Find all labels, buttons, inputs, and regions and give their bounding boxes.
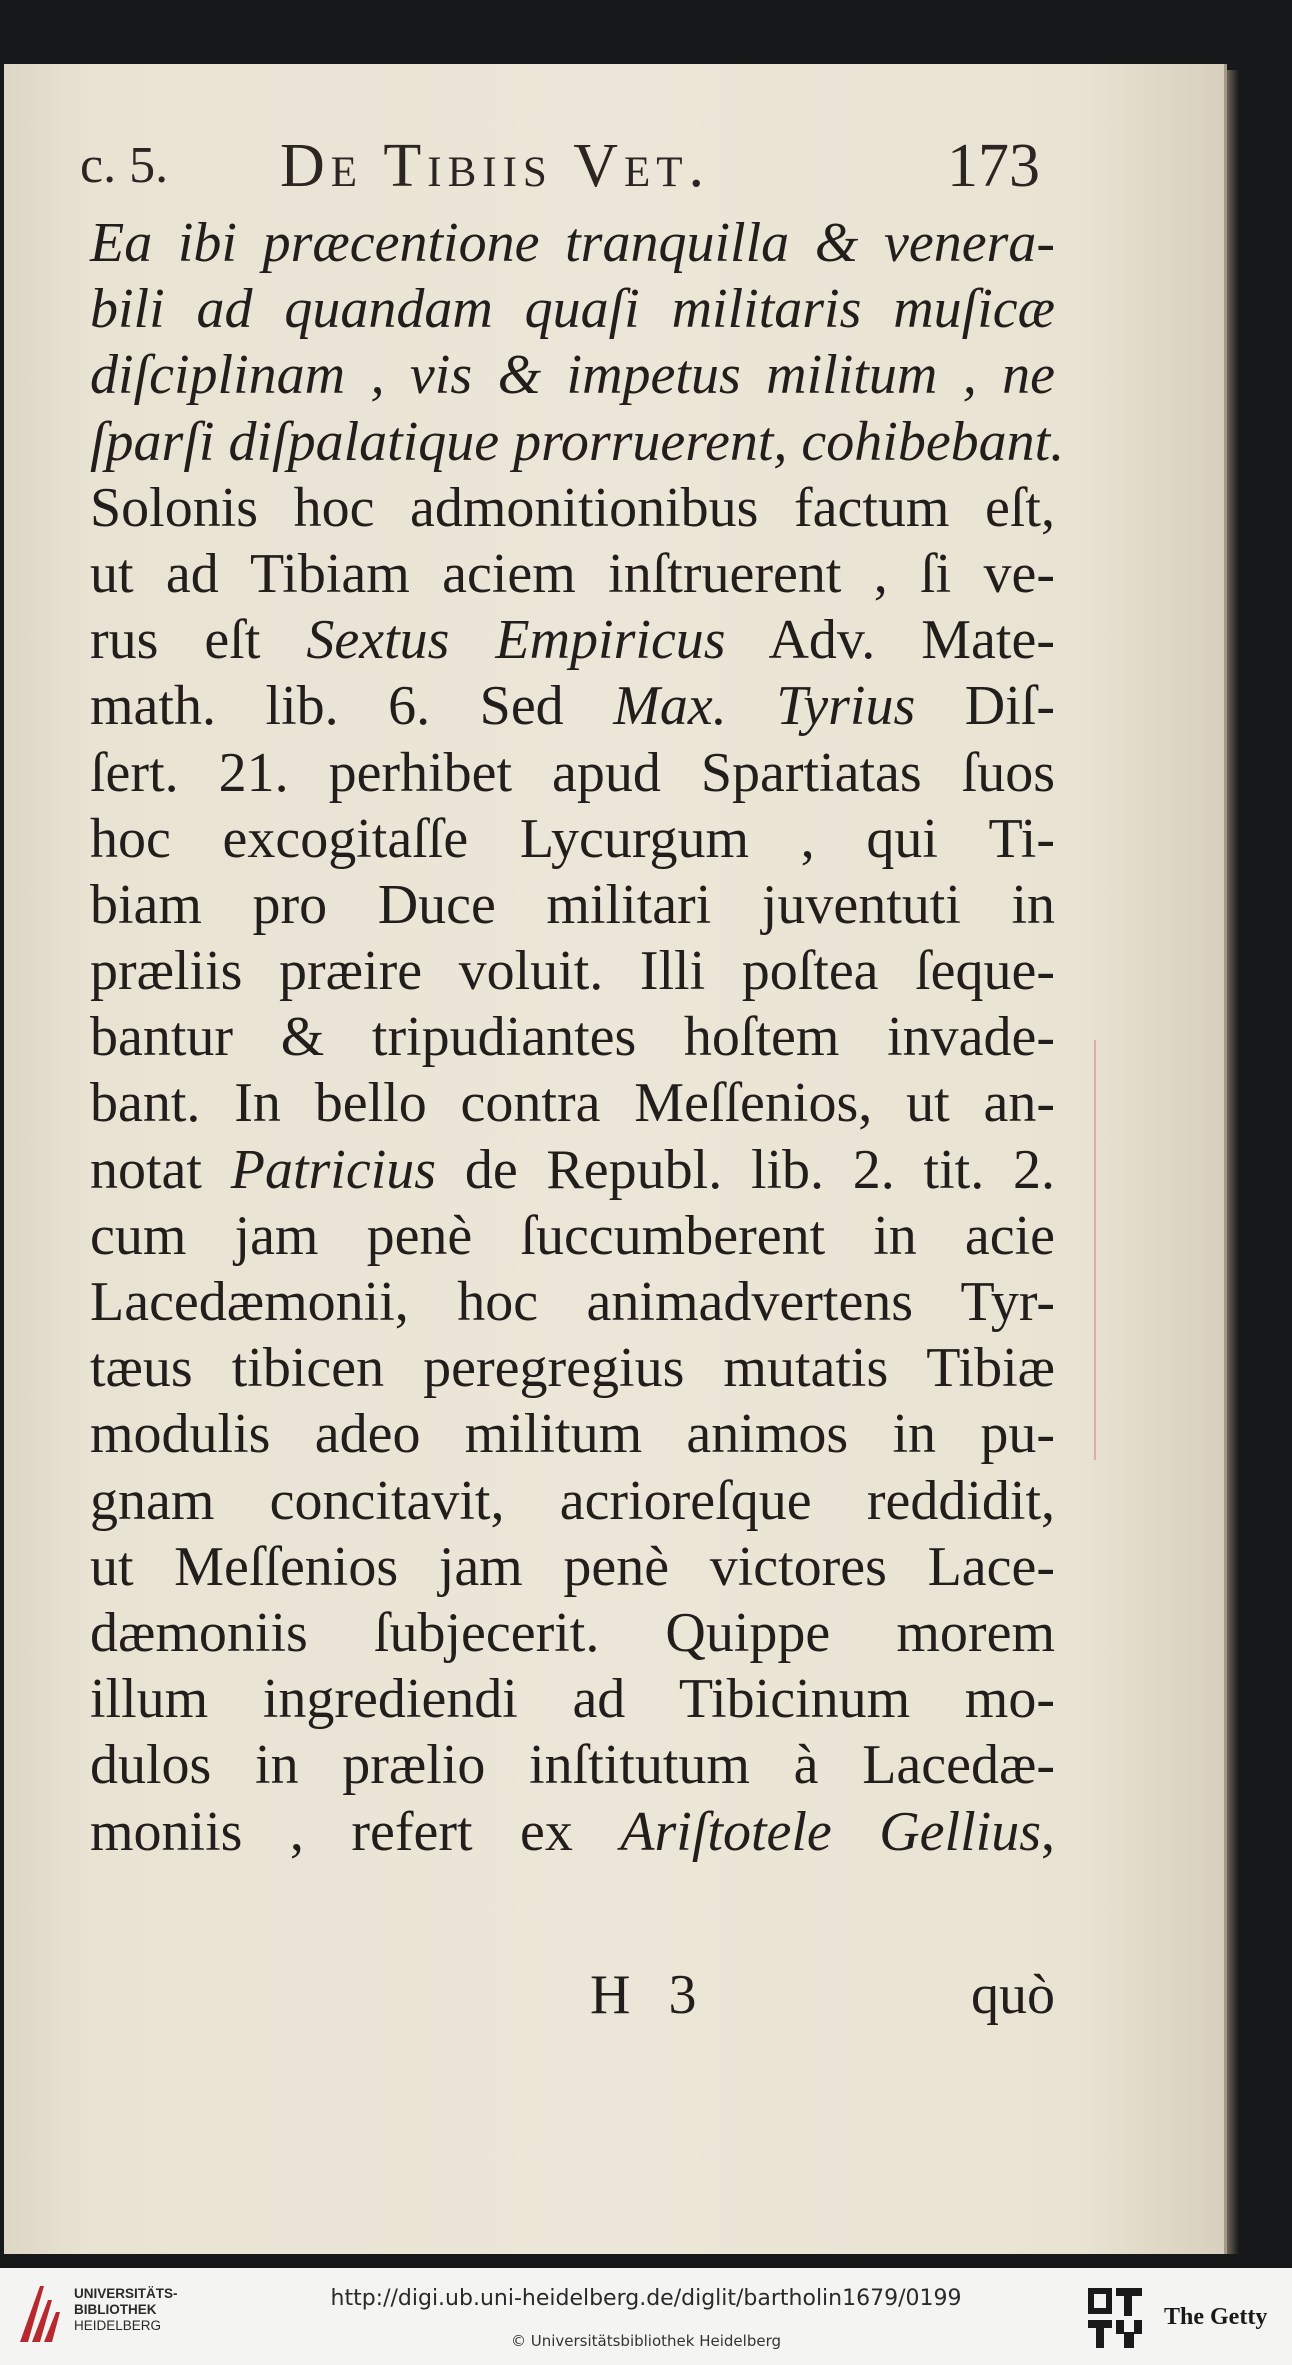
- text-segment: illum ingrediendi ad Tibicinum mo-: [90, 1668, 1055, 1731]
- text-line: [90, 1666, 1055, 1732]
- text-segment: ſert. 21. perhibet apud Spartiatas ſuos: [90, 741, 1055, 804]
- text-line: [90, 740, 1055, 806]
- text-segment: cum jam penè ſuccumberent in acie: [90, 1204, 1055, 1267]
- text-line: [90, 1335, 1055, 1401]
- text-segment: Solonis hoc admonitionibus factum eſt,: [90, 476, 1055, 539]
- getty-logo-icon: [1086, 2286, 1144, 2352]
- italic-segment: Ea ibi præcentione tranquilla & venera-: [90, 212, 1055, 274]
- text-line: [90, 938, 1055, 1004]
- pencil-mark: [1094, 1040, 1104, 1460]
- chapter-reference: c. 5.: [80, 137, 169, 194]
- text-segment: ut Meſſenios jam penè victores Lace-: [90, 1535, 1055, 1598]
- text-segment: gnam concitavit, acrioreſque reddidit,: [90, 1469, 1055, 1532]
- italic-segment: Patricius: [230, 1138, 437, 1201]
- text-line: [90, 409, 1065, 475]
- text-segment: ,: [1041, 1800, 1055, 1863]
- text-segment: bantur & tripudiantes hoſtem invade-: [90, 1006, 1055, 1069]
- text-line: [90, 541, 1055, 607]
- text-segment: Adv. Mate-: [725, 609, 1055, 672]
- italic-segment: Max. Tyrius: [613, 675, 916, 738]
- text-segment: notat: [90, 1138, 231, 1201]
- page-number: 173: [947, 132, 1040, 200]
- text-line: [90, 210, 1055, 276]
- text-segment: biam pro Duce militari juventuti in: [90, 873, 1055, 936]
- institution-line-2: BIBLIOTHEK: [74, 2302, 157, 2317]
- text-line: [90, 475, 1055, 541]
- text-line: [90, 607, 1055, 673]
- page-edge-shadow: [1227, 70, 1239, 2254]
- text-segment: Diſ-: [915, 675, 1055, 738]
- italic-segment: bili ad quandam quaſi militaris muſicæ: [90, 278, 1055, 341]
- italic-segment: Ariſtotele Gellius: [620, 1800, 1041, 1863]
- running-title: De Tibiis Vet.: [280, 132, 711, 200]
- running-head: [80, 118, 1040, 214]
- italic-segment: Sextus Empiricus: [306, 609, 726, 672]
- body-text: [90, 210, 1065, 1865]
- italic-segment: ſparſi diſpalatique prorruerent, cohibebant.: [90, 410, 1065, 473]
- text-line: [90, 1799, 1055, 1865]
- institution-line-1: UNIVERSITÄTS-: [74, 2286, 178, 2301]
- text-segment: modulis adeo militum animos in pu-: [90, 1403, 1055, 1466]
- text-line: [90, 1534, 1055, 1600]
- text-line: [90, 1137, 1055, 1203]
- text-segment: dæmoniis ſubjecerit. Quippe morem: [90, 1601, 1055, 1664]
- text-segment: tæus tibicen peregregius mutatis Tibiæ: [90, 1337, 1055, 1400]
- text-line: [90, 1070, 1055, 1136]
- text-line: [90, 1203, 1055, 1269]
- institution-line-3: HEIDELBERG: [74, 2318, 162, 2333]
- text-segment: bant. In bello contra Meſſenios, ut an-: [90, 1072, 1055, 1135]
- copyright-notice: © Universitätsbibliothek Heidelberg: [510, 2332, 781, 2350]
- italic-segment: diſciplinam , vis & impetus militum , ne: [90, 344, 1055, 407]
- permalink[interactable]: http://digi.ub.uni-heidelberg.de/diglit/bartholin1679/0199: [330, 2286, 962, 2311]
- text-line: [90, 1600, 1055, 1666]
- text-line: [90, 1468, 1055, 1534]
- page-foot: [90, 1960, 1055, 2030]
- text-segment: ut ad Tibiam aciem inſtruerent , ſi ve-: [90, 542, 1055, 605]
- text-line: [90, 673, 1055, 739]
- text-line: [90, 342, 1055, 408]
- text-segment: hoc excogitaſſe Lycurgum , qui Ti-: [90, 807, 1055, 870]
- text-segment: moniis , refert ex: [90, 1800, 621, 1863]
- text-segment: dulos in prælio inſtitutum à Lacedæ-: [90, 1734, 1055, 1797]
- text-line: [90, 872, 1055, 938]
- text-line: [90, 1004, 1055, 1070]
- text-segment: Lacedæmonii, hoc animadvertens Tyr-: [90, 1271, 1055, 1333]
- signature-mark: H 3: [590, 1964, 709, 2026]
- text-line: [90, 1269, 1055, 1335]
- text-line: [90, 1732, 1055, 1798]
- sponsor-name: The Getty: [1164, 2304, 1268, 2330]
- viewer-footer: [0, 2268, 1292, 2365]
- text-line: [90, 1401, 1055, 1467]
- text-line: [90, 276, 1055, 342]
- text-segment: de Republ. lib. 2. tit. 2.: [436, 1138, 1055, 1201]
- text-segment: præliis præire voluit. Illi poſtea ſeque-: [90, 940, 1055, 1003]
- text-segment: math. lib. 6. Sed: [90, 675, 614, 738]
- text-line: [90, 806, 1055, 872]
- catchword: quò: [971, 1964, 1055, 2026]
- text-segment: rus eſt: [90, 609, 307, 672]
